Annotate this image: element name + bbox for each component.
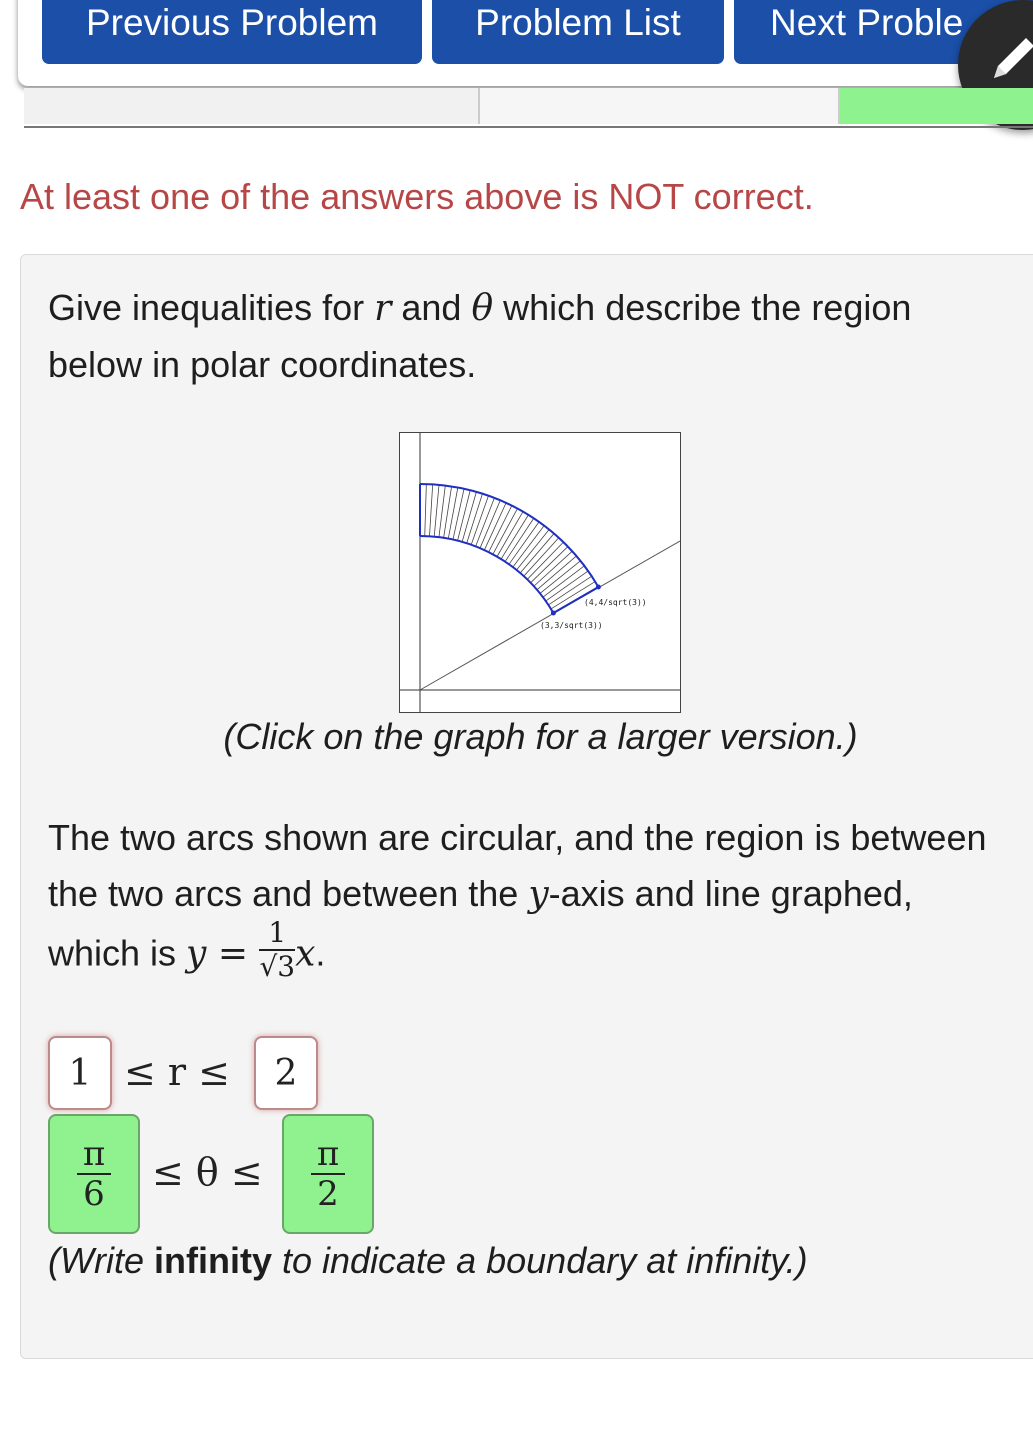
results-cell [480,88,840,124]
hatch-line [527,542,563,579]
eq-denominator: √3 [259,950,296,983]
hatch-line [480,500,500,548]
previous-problem-button[interactable]: Previous Problem [42,0,422,64]
hatch-line [439,486,445,538]
hatch-line [517,530,550,571]
infinity-note [48,1240,808,1282]
desc-text-b: -axis and line graphed, which is [48,873,913,974]
results-cell-correct [840,88,1033,124]
results-cell [24,88,480,124]
hatch-line [429,484,432,536]
hatch-line [434,485,439,537]
eq-fraction [259,917,295,983]
theta-lower-num: π [77,1135,111,1175]
r-inequality: ≤ r ≤ [124,1050,231,1094]
problem-intro [48,280,1008,393]
desc-text-a: The two arcs shown are circular, and the region is between the two arcs and between the [48,817,987,914]
next-problem-button[interactable]: Next Proble [734,0,1033,64]
theta-upper-num: π [311,1135,345,1175]
label-inner-point: (3,3/sqrt(3)) [540,621,603,630]
r-lower-input[interactable]: 1 [48,1036,112,1110]
note-bold: infinity [153,1240,272,1281]
theta-upper-input[interactable] [282,1114,374,1234]
var-theta: θ [471,288,494,329]
label-outer-point: (4,4/sqrt(3)) [584,598,647,607]
problem-list-button[interactable]: Problem List [432,0,724,64]
hatch-line [524,538,559,576]
hatch-line [458,490,471,540]
theta-inequality: ≤ θ ≤ [152,1150,263,1194]
hatch-line [537,556,576,590]
polar-region-graph[interactable] [399,432,681,713]
problem-description [48,810,1008,989]
eq-equals: = [206,933,260,975]
graph-caption: (Click on the graph for a larger version.) [223,716,858,757]
hatch-line [493,509,518,555]
theta-lower-input[interactable] [48,1114,140,1234]
eq-y: y [186,933,207,975]
hatch-line [489,506,512,553]
r-upper-input[interactable]: 2 [254,1036,318,1110]
incorrect-alert: At least one of the answers above is NOT correct. [20,176,814,217]
var-r: r [374,288,392,329]
hatch-line [505,518,534,561]
results-table [24,88,1033,128]
eq-numerator: 1 [259,917,295,951]
theta-lower-den: 6 [83,1174,105,1214]
hatch-line [425,484,427,536]
intro-text-c: which describe the region below in polar coordinates. [48,287,912,385]
hatch-line [531,547,568,583]
eq-end: . [315,932,326,974]
hatch-line [444,486,452,537]
graph-svg [400,433,680,712]
var-y: y [528,874,549,915]
note-text-b: to indicate a boundary at infinity.) [271,1240,808,1281]
hatch-line [484,503,506,550]
intro-text-b: and [391,287,472,328]
eq-x: x [295,933,316,975]
hatch-line [540,561,581,594]
hatch-line [520,534,554,573]
hatch-line [453,489,464,540]
hatch-line [534,551,572,586]
note-text-a: (Write [48,1240,154,1281]
next-section-fragment [460,1416,800,1429]
intro-text-a: Give inequalities for [48,287,375,328]
pencil-icon [986,34,1033,86]
theta-upper-den: 2 [317,1174,339,1214]
hatch-line [448,488,458,539]
